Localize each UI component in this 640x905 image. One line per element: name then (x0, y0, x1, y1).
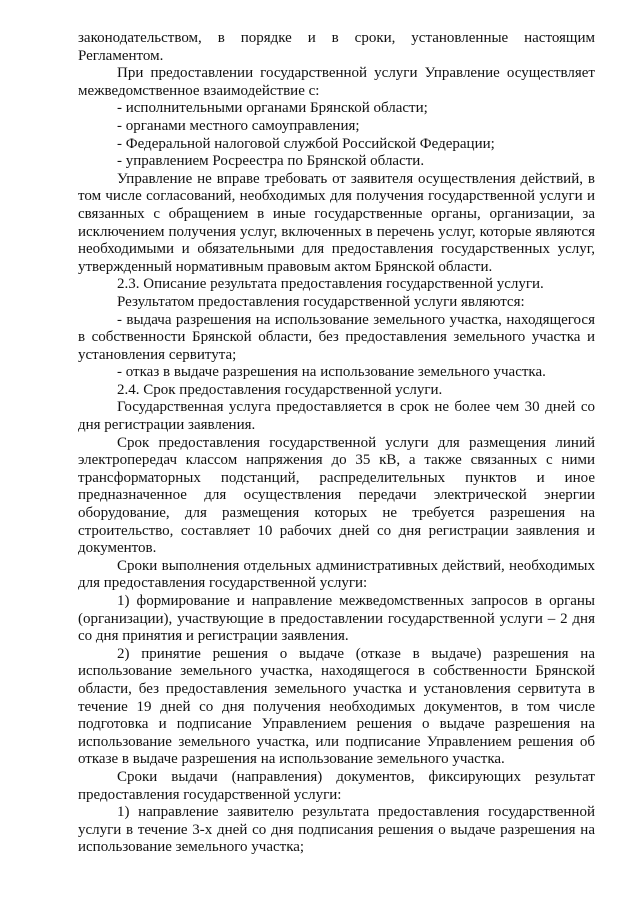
paragraph: Сроки выполнения отдельных административных действий, необходимых для предоставления государственной услуги: (78, 557, 595, 592)
paragraph: Сроки выдачи (направления) документов, фиксирующих результат предоставления государственной услуги: (78, 768, 595, 803)
paragraph: 1) направление заявителю результата предоставления государственной услуги в течение 3-х дней со дня подписания решения о выдаче разрешения на использование земельного участка; (78, 804, 595, 856)
paragraph: законодательством, в порядке и в сроки, установленные настоящим Регламентом. (78, 30, 595, 64)
paragraph: Государственная услуга предоставляется в срок не более чем 30 дней со дня регистрации заявления. (78, 399, 595, 434)
list-item: - органами местного самоуправления; (117, 117, 360, 134)
list-item: - Федеральной налоговой службой Российской Федерации; (117, 135, 495, 152)
section-heading: 2.3. Описание результата предоставления государственной услуги. (117, 276, 544, 293)
section-heading: 2.4. Срок предоставления государственной услуги. (117, 381, 443, 398)
paragraph: Управление не вправе требовать от заявителя осуществления действий, в том числе согласований, необходимых для получения государственной услуги и связанных с обращением в иные государственные органы, организации, за исключением получения услуг, включенных в перечень услуг, которые являются необходимыми и обязательными для предоставления государственных услуг, утвержденный нормативным правовым актом Брянской области. (78, 170, 595, 275)
paragraph: Результатом предоставления государственной услуги являются: (117, 293, 525, 310)
list-item: - выдача разрешения на использование земельного участка, находящегося в собственности Брянской области, без предоставления земельного участка и установления сервитута; (78, 311, 595, 363)
paragraph: 2) принятие решения о выдаче (отказе в выдаче) разрешения на использование земельного участка, находящегося в собственности Брянской области, без предоставления земельного участка и установления сервитута в течение 19 дней со дня получения необходимых документов, в том числе подготовка и подписание Управлением решения о выдаче разрешения на использование земельного участка, или подписание Управлением решения об отказе в выдаче разрешения на использование земельного участка. (78, 645, 595, 768)
list-item: - исполнительными органами Брянской области; (117, 100, 428, 117)
paragraph: 1) формирование и направление межведомственных запросов в органы (организации), участвующие в предоставлении государственной услуги – 2 дня со дня принятия и регистрации заявления. (78, 593, 595, 645)
paragraph: При предоставлении государственной услуги Управление осуществляет межведомственное взаимодействие с: (78, 65, 595, 99)
list-item: - отказ в выдаче разрешения на использование земельного участка. (117, 364, 546, 381)
paragraph: Срок предоставления государственной услуги для размещения линий электропередач классом напряжения до 35 кВ, а также связанных с ними трансформаторных подстанций, распределительных пунктов и иное предназначенное для осуществления передачи электрической энергии оборудование, для размещения которых не требуется разрешения на строительство, составляет 10 рабочих дней со дня регистрации заявления и документов. (78, 434, 595, 557)
list-item: - управлением Росреестра по Брянской области. (117, 153, 425, 170)
